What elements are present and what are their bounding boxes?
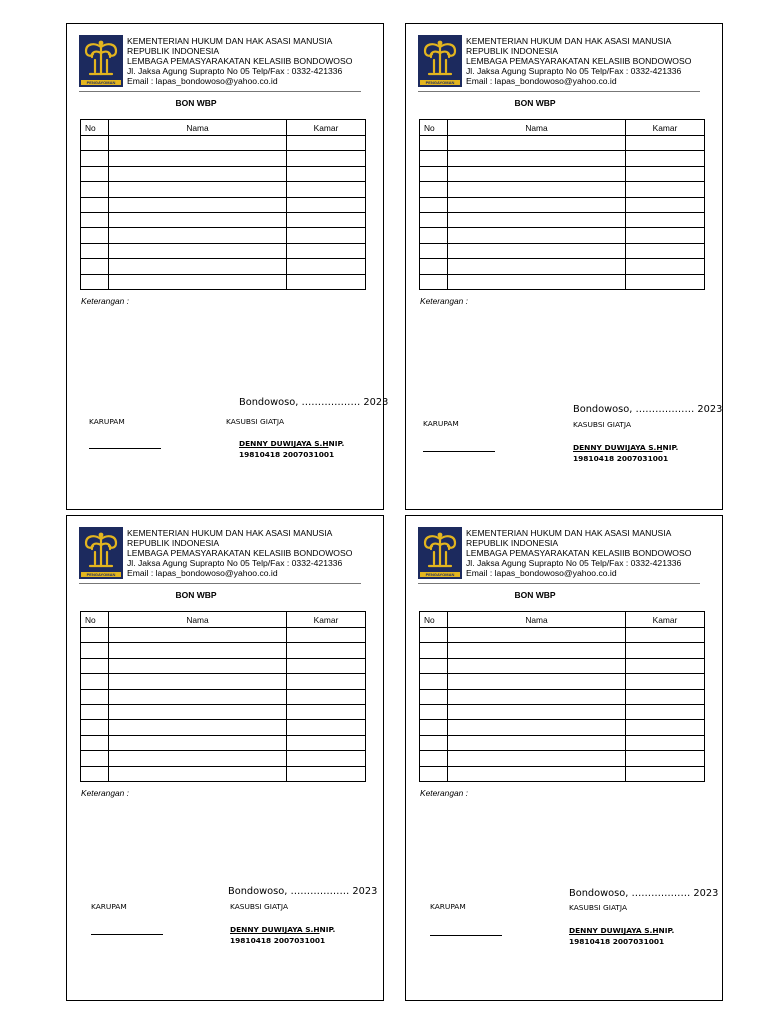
table-row [81, 720, 366, 735]
cell-nama[interactable] [109, 136, 287, 151]
inmate-table [419, 119, 705, 290]
table-row [81, 658, 366, 673]
cell-kamar[interactable] [287, 136, 366, 151]
cell-kamar[interactable] [287, 735, 366, 750]
table-row [81, 689, 366, 704]
institution-name: LEMBAGA PEMASYARAKATAN KELASIIB BONDOWOSO [466, 56, 692, 67]
cell-no[interactable] [420, 228, 448, 243]
kasubsi-signatory [239, 438, 344, 460]
column-header-no: No [420, 612, 448, 628]
country-name: REPUBLIK INDONESIA [127, 46, 220, 57]
table-row [420, 166, 705, 181]
cell-kamar[interactable] [287, 674, 366, 689]
cell-nama[interactable] [109, 212, 287, 227]
cell-no[interactable] [81, 751, 109, 766]
cell-no[interactable] [420, 674, 448, 689]
logo-caption: PENGAYOMAN [81, 572, 121, 577]
table-row [420, 243, 705, 258]
table-row [420, 720, 705, 735]
header-divider [79, 91, 361, 92]
cell-no[interactable] [81, 689, 109, 704]
address: Jl. Jaksa Agung Suprapto No 05 Telp/Fax : 0332-421336 [127, 558, 343, 569]
ministry-name: KEMENTERIAN HUKUM DAN HAK ASASI MANUSIA [466, 528, 672, 538]
cell-nama[interactable] [109, 643, 287, 658]
logo-caption: PENGAYOMAN [420, 80, 460, 85]
karupam-title: KARUPAM [89, 417, 125, 426]
cell-nama[interactable] [109, 151, 287, 166]
nip-label: NIP. [319, 925, 336, 934]
ministry-name: KEMENTERIAN HUKUM DAN HAK ASASI MANUSIA [466, 36, 672, 46]
table-row [81, 136, 366, 151]
ministry-name: KEMENTERIAN HUKUM DAN HAK ASASI MANUSIA [127, 36, 333, 46]
column-header-nama: Nama [109, 120, 287, 136]
cell-kamar[interactable] [626, 658, 705, 673]
table-row [420, 182, 705, 197]
cell-nama[interactable] [448, 243, 626, 258]
cell-kamar[interactable] [287, 704, 366, 719]
karupam-signature-line [423, 451, 495, 452]
email: Email : lapas_bondowoso@yahoo.co.id [466, 76, 617, 87]
kasubsi-name: DENNY DUWIJAYA S.H [573, 443, 663, 452]
cell-kamar[interactable] [626, 674, 705, 689]
cell-no[interactable] [420, 628, 448, 643]
table-row [81, 274, 366, 289]
kasubsi-signatory [573, 442, 678, 464]
cell-nama[interactable] [109, 720, 287, 735]
cell-no[interactable] [81, 628, 109, 643]
cell-kamar[interactable] [287, 658, 366, 673]
cell-kamar[interactable] [626, 212, 705, 227]
cell-kamar[interactable] [287, 274, 366, 289]
cell-no[interactable] [420, 197, 448, 212]
cell-kamar[interactable] [626, 704, 705, 719]
cell-nama[interactable] [448, 735, 626, 750]
cell-nama[interactable] [448, 136, 626, 151]
cell-no[interactable] [81, 259, 109, 274]
keterangan-label: Keterangan : [420, 296, 468, 306]
cell-kamar[interactable] [287, 628, 366, 643]
cell-nama[interactable] [109, 228, 287, 243]
bon-wbp-form-3 [66, 515, 384, 1001]
kasubsi-name: DENNY DUWIJAYA S.H [569, 926, 659, 935]
logo-caption: PENGAYOMAN [81, 80, 121, 85]
bon-wbp-form-2 [405, 23, 723, 510]
institution-header [466, 528, 722, 578]
cell-nama[interactable] [448, 166, 626, 181]
cell-kamar[interactable] [626, 228, 705, 243]
address: Jl. Jaksa Agung Suprapto No 05 Telp/Fax : 0332-421336 [466, 558, 682, 569]
cell-kamar[interactable] [287, 720, 366, 735]
keterangan-label: Keterangan : [81, 296, 129, 306]
cell-no[interactable] [81, 274, 109, 289]
institution-name: LEMBAGA PEMASYARAKATAN KELASIIB BONDOWOSO [466, 548, 692, 559]
cell-kamar[interactable] [626, 243, 705, 258]
institution-header [127, 528, 383, 578]
email: Email : lapas_bondowoso@yahoo.co.id [466, 568, 617, 579]
karupam-title: KARUPAM [423, 419, 459, 428]
table-row [81, 628, 366, 643]
table-row [81, 766, 366, 781]
table-row [420, 689, 705, 704]
place-date: Bondowoso, ……………… 2023 [569, 888, 719, 899]
institution-header [466, 36, 722, 86]
cell-no[interactable] [420, 766, 448, 781]
cell-nama[interactable] [448, 658, 626, 673]
cell-kamar[interactable] [626, 182, 705, 197]
cell-nama[interactable] [448, 643, 626, 658]
cell-no[interactable] [420, 751, 448, 766]
nip-label: NIP. [658, 926, 675, 935]
cell-nama[interactable] [109, 166, 287, 181]
column-header-no: No [420, 120, 448, 136]
table-row [420, 658, 705, 673]
cell-nama[interactable] [109, 197, 287, 212]
cell-no[interactable] [81, 735, 109, 750]
bon-wbp-form-4 [405, 515, 723, 1001]
cell-no[interactable] [420, 643, 448, 658]
table-row [81, 151, 366, 166]
cell-nama[interactable] [448, 689, 626, 704]
table-row [81, 212, 366, 227]
table-row [81, 243, 366, 258]
cell-kamar[interactable] [626, 735, 705, 750]
table-row [81, 197, 366, 212]
cell-no[interactable] [81, 228, 109, 243]
cell-kamar[interactable] [287, 689, 366, 704]
table-row [420, 197, 705, 212]
column-header-nama: Nama [109, 612, 287, 628]
cell-no[interactable] [420, 212, 448, 227]
table-row [81, 166, 366, 181]
cell-kamar[interactable] [626, 689, 705, 704]
column-header-kamar: Kamar [626, 120, 705, 136]
table-row [81, 751, 366, 766]
cell-kamar[interactable] [287, 766, 366, 781]
cell-kamar[interactable] [287, 166, 366, 181]
cell-no[interactable] [420, 166, 448, 181]
table-row [420, 274, 705, 289]
table-row [81, 674, 366, 689]
cell-no[interactable] [420, 735, 448, 750]
cell-kamar[interactable] [626, 274, 705, 289]
header-divider [79, 583, 361, 584]
table-row [81, 735, 366, 750]
cell-kamar[interactable] [626, 136, 705, 151]
table-header-row [81, 612, 366, 628]
kasubsi-nip: 19810418 2007031001 [239, 450, 335, 459]
cell-kamar[interactable] [287, 228, 366, 243]
form-title: BON WBP [175, 98, 217, 108]
cell-no[interactable] [81, 643, 109, 658]
cell-kamar[interactable] [626, 628, 705, 643]
table-row [81, 182, 366, 197]
column-header-kamar: Kamar [287, 120, 366, 136]
table-row [420, 766, 705, 781]
email: Email : lapas_bondowoso@yahoo.co.id [127, 568, 278, 579]
cell-no[interactable] [420, 136, 448, 151]
institution-name: LEMBAGA PEMASYARAKATAN KELASIIB BONDOWOSO [127, 548, 353, 559]
country-name: REPUBLIK INDONESIA [127, 538, 220, 549]
cell-nama[interactable] [109, 751, 287, 766]
table-row [420, 628, 705, 643]
cell-no[interactable] [420, 151, 448, 166]
place-date: Bondowoso, ……………… 2023 [239, 397, 389, 408]
cell-kamar[interactable] [287, 151, 366, 166]
institution-header [127, 36, 383, 86]
table-header-row [420, 612, 705, 628]
cell-kamar[interactable] [287, 751, 366, 766]
kasubsi-title: KASUBSI GIATJA [230, 902, 289, 911]
table-row [81, 228, 366, 243]
bon-wbp-form-1 [66, 23, 389, 510]
cell-kamar[interactable] [287, 212, 366, 227]
cell-kamar[interactable] [626, 766, 705, 781]
cell-no[interactable] [81, 720, 109, 735]
country-name: REPUBLIK INDONESIA [466, 46, 559, 57]
cell-nama[interactable] [109, 658, 287, 673]
cell-nama[interactable] [448, 628, 626, 643]
cell-no[interactable] [420, 704, 448, 719]
inmate-table [80, 119, 366, 290]
table-row [420, 704, 705, 719]
kasubsi-nip: 19810418 2007031001 [230, 936, 326, 945]
form-title: BON WBP [514, 590, 556, 600]
table-row [81, 704, 366, 719]
kasubsi-signatory [230, 924, 335, 946]
email: Email : lapas_bondowoso@yahoo.co.id [127, 76, 278, 87]
cell-nama[interactable] [448, 720, 626, 735]
cell-no[interactable] [81, 704, 109, 719]
cell-kamar[interactable] [287, 182, 366, 197]
header-divider [418, 583, 700, 584]
table-row [81, 643, 366, 658]
kasubsi-title: KASUBSI GIATJA [569, 903, 628, 912]
form-title: BON WBP [175, 590, 217, 600]
cell-nama[interactable] [109, 735, 287, 750]
cell-nama[interactable] [109, 766, 287, 781]
table-row [420, 751, 705, 766]
karupam-signature-line [430, 935, 502, 936]
column-header-no: No [81, 120, 109, 136]
cell-no[interactable] [420, 274, 448, 289]
table-row [420, 735, 705, 750]
logo-caption: PENGAYOMAN [420, 572, 460, 577]
cell-no[interactable] [81, 658, 109, 673]
nip-label: NIP. [328, 439, 345, 448]
cell-no[interactable] [81, 182, 109, 197]
pengayoman-logo-icon [79, 35, 123, 87]
inmate-table [80, 611, 366, 782]
karupam-signature-line [91, 934, 163, 935]
cell-nama[interactable] [448, 704, 626, 719]
keterangan-label: Keterangan : [420, 788, 468, 798]
cell-kamar[interactable] [287, 243, 366, 258]
cell-kamar[interactable] [626, 197, 705, 212]
pengayoman-logo-icon [418, 527, 462, 579]
cell-nama[interactable] [448, 182, 626, 197]
ministry-name: KEMENTERIAN HUKUM DAN HAK ASASI MANUSIA [127, 528, 333, 538]
cell-nama[interactable] [448, 766, 626, 781]
cell-nama[interactable] [109, 628, 287, 643]
column-header-no: No [81, 612, 109, 628]
cell-no[interactable] [81, 243, 109, 258]
table-row [420, 643, 705, 658]
table-header-row [420, 120, 705, 136]
cell-kamar[interactable] [626, 166, 705, 181]
cell-no[interactable] [420, 658, 448, 673]
table-row [420, 151, 705, 166]
karupam-signature-line [89, 448, 161, 449]
cell-nama[interactable] [109, 259, 287, 274]
address: Jl. Jaksa Agung Suprapto No 05 Telp/Fax : 0332-421336 [127, 66, 343, 77]
column-header-nama: Nama [448, 120, 626, 136]
cell-nama[interactable] [448, 751, 626, 766]
kasubsi-signatory [569, 925, 674, 947]
place-date: Bondowoso, ……………… 2023 [228, 886, 378, 897]
cell-nama[interactable] [448, 228, 626, 243]
cell-no[interactable] [81, 197, 109, 212]
cell-no[interactable] [420, 259, 448, 274]
cell-nama[interactable] [109, 182, 287, 197]
kasubsi-name: DENNY DUWIJAYA S.H [239, 439, 329, 448]
kasubsi-title: KASUBSI GIATJA [573, 420, 632, 429]
place-date: Bondowoso, ……………… 2023 [573, 404, 723, 415]
header-divider [418, 91, 700, 92]
cell-nama[interactable] [448, 151, 626, 166]
country-name: REPUBLIK INDONESIA [466, 538, 559, 549]
kasubsi-name: DENNY DUWIJAYA S.H [230, 925, 320, 934]
cell-kamar[interactable] [626, 751, 705, 766]
cell-nama[interactable] [448, 274, 626, 289]
table-row [420, 212, 705, 227]
table-row [81, 259, 366, 274]
cell-no[interactable] [81, 151, 109, 166]
cell-nama[interactable] [109, 689, 287, 704]
cell-kamar[interactable] [287, 259, 366, 274]
cell-kamar[interactable] [287, 197, 366, 212]
cell-no[interactable] [420, 689, 448, 704]
cell-nama[interactable] [448, 674, 626, 689]
pengayoman-logo-icon [79, 527, 123, 579]
cell-no[interactable] [81, 166, 109, 181]
kasubsi-nip: 19810418 2007031001 [569, 937, 665, 946]
table-row [420, 228, 705, 243]
column-header-kamar: Kamar [626, 612, 705, 628]
cell-nama[interactable] [109, 274, 287, 289]
table-row [420, 259, 705, 274]
karupam-title: KARUPAM [430, 902, 466, 911]
cell-nama[interactable] [109, 243, 287, 258]
cell-no[interactable] [420, 182, 448, 197]
cell-kamar[interactable] [626, 643, 705, 658]
table-row [420, 674, 705, 689]
form-title: BON WBP [514, 98, 556, 108]
kasubsi-title: KASUBSI GIATJA [226, 417, 285, 426]
cell-no[interactable] [81, 674, 109, 689]
cell-no[interactable] [420, 243, 448, 258]
nip-label: NIP. [662, 443, 679, 452]
column-header-kamar: Kamar [287, 612, 366, 628]
cell-kamar[interactable] [626, 720, 705, 735]
cell-nama[interactable] [109, 704, 287, 719]
table-header-row [81, 120, 366, 136]
cell-kamar[interactable] [287, 643, 366, 658]
karupam-title: KARUPAM [91, 902, 127, 911]
cell-no[interactable] [81, 766, 109, 781]
keterangan-label: Keterangan : [81, 788, 129, 798]
cell-no[interactable] [81, 136, 109, 151]
cell-no[interactable] [81, 212, 109, 227]
cell-nama[interactable] [448, 212, 626, 227]
cell-no[interactable] [420, 720, 448, 735]
inmate-table [419, 611, 705, 782]
cell-nama[interactable] [448, 259, 626, 274]
cell-kamar[interactable] [626, 259, 705, 274]
pengayoman-logo-icon [418, 35, 462, 87]
kasubsi-nip: 19810418 2007031001 [573, 454, 669, 463]
institution-name: LEMBAGA PEMASYARAKATAN KELASIIB BONDOWOSO [127, 56, 353, 67]
cell-nama[interactable] [448, 197, 626, 212]
address: Jl. Jaksa Agung Suprapto No 05 Telp/Fax : 0332-421336 [466, 66, 682, 77]
column-header-nama: Nama [448, 612, 626, 628]
cell-nama[interactable] [109, 674, 287, 689]
cell-kamar[interactable] [626, 151, 705, 166]
table-row [420, 136, 705, 151]
